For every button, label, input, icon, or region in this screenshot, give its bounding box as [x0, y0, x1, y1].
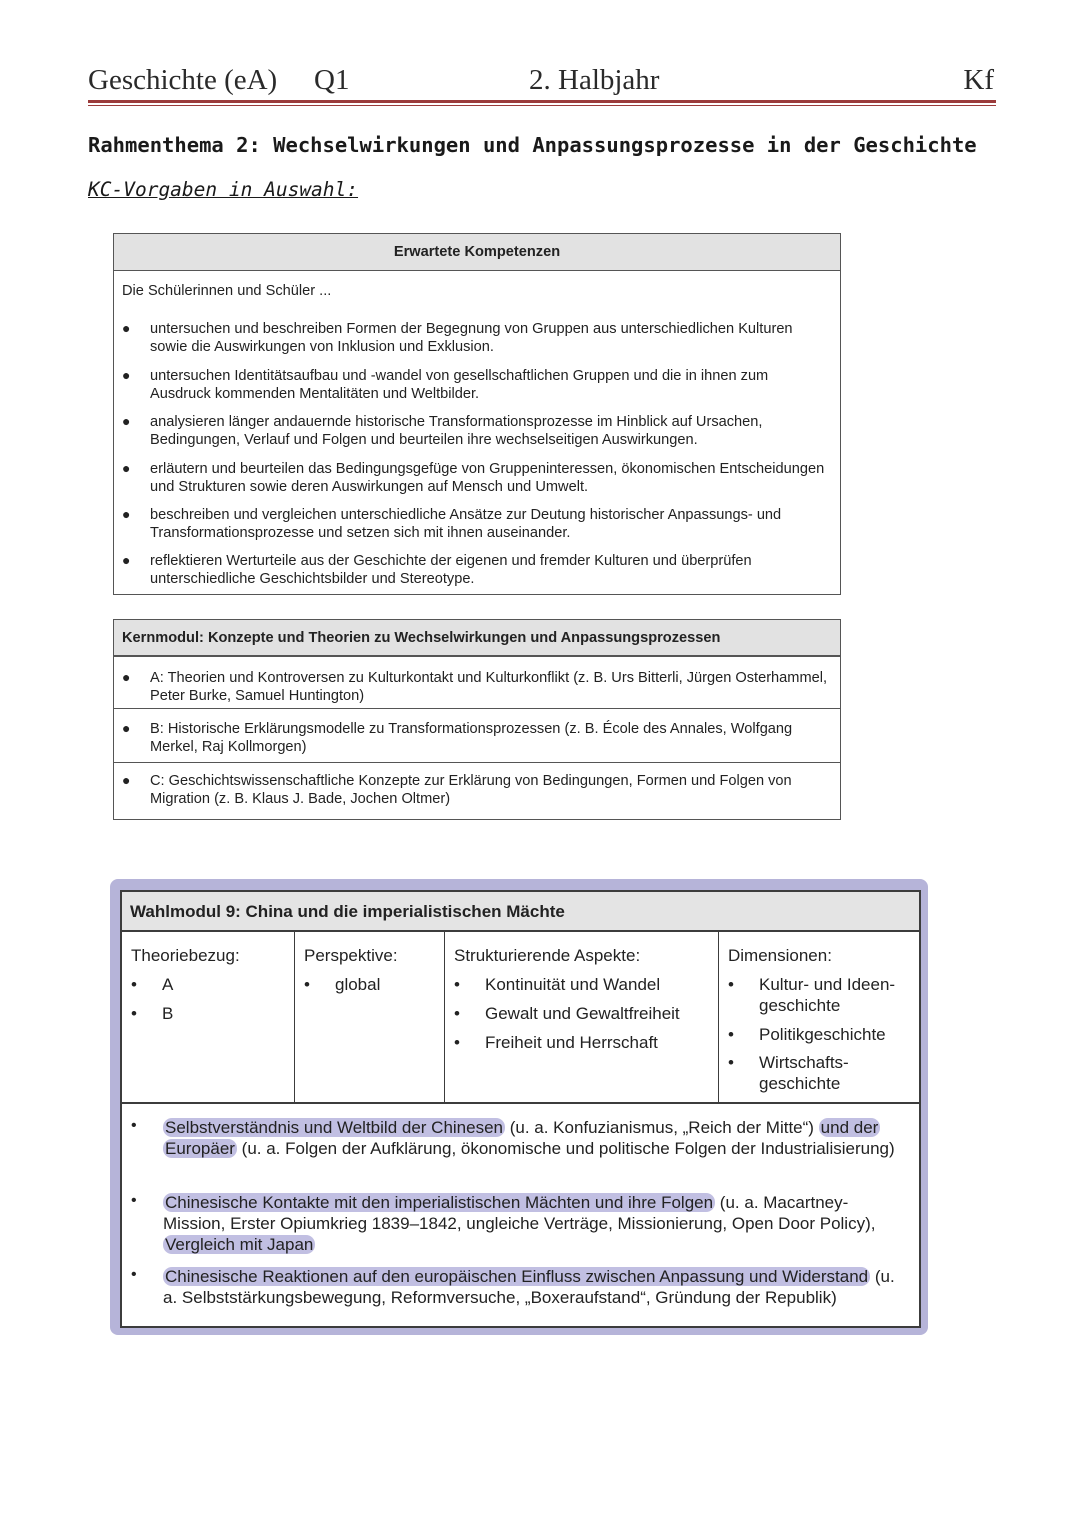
competence-text: reflektieren Werturteile aus der Geschichte der eigenen und fremder Kulturen und überprüfen unterschiedliche Geschichtsbilder und Stereotype.	[150, 553, 752, 587]
competences-title: Erwartete Kompetenzen	[114, 234, 840, 271]
kernmodul-row	[114, 708, 840, 761]
bullet-icon: •	[304, 975, 310, 994]
page-header	[88, 62, 996, 100]
column-item: global	[335, 975, 381, 994]
point-text: (u. a. Konfuzianismus, „Reich der Mitte“)	[505, 1118, 819, 1137]
bullet-icon: ●	[122, 552, 131, 568]
competence-text: untersuchen Identitätsaufbau und -wandel von gesellschaftlichen Gruppen und die in ihnen zum Ausdruck kommenden Mentalitäten und Weltbilder.	[150, 368, 769, 402]
bullet-icon: ●	[122, 320, 131, 336]
bullet-icon: •	[454, 1033, 460, 1052]
kc-heading: KC-Vorgaben in Auswahl:	[88, 178, 359, 201]
column-item: Gewalt und Gewaltfreiheit	[485, 1004, 680, 1023]
column-title: Dimensionen:	[728, 946, 832, 965]
content-point-text	[163, 1192, 909, 1255]
column-item: Politikgeschichte	[759, 1025, 886, 1044]
bullet-icon: •	[131, 1117, 137, 1134]
column-title: Theoriebezug:	[131, 946, 240, 965]
bullet-icon: •	[131, 1004, 137, 1023]
highlighted-text: Chinesische Reaktionen auf den europäischen Einfluss zwischen Anpassung und Widerstand	[165, 1267, 869, 1286]
bullet-icon: ●	[122, 669, 131, 685]
bullet-icon: •	[728, 1053, 734, 1072]
header-rule-thin	[88, 105, 996, 106]
column-dimensionen	[719, 932, 915, 1102]
content-point-text	[163, 1117, 909, 1159]
author-label: Kf	[963, 64, 994, 96]
kernmodul-text: C: Geschichtswissenschaftliche Konzepte zur Erklärung von Bedingungen, Formen und Folgen von Migration (z. B. Klaus J. Bade, Jochen Oltmer)	[150, 773, 792, 807]
content-point-text	[163, 1266, 909, 1308]
theme-heading: Rahmenthema 2: Wechselwirkungen und Anpassungsprozesse in der Geschichte	[88, 133, 977, 157]
column-item: Freiheit und Herrschaft	[485, 1033, 658, 1052]
kernmodul-row	[114, 656, 840, 707]
kernmodul-title: Kernmodul: Konzepte und Theorien zu Wechselwirkungen und Anpassungsprozessen	[114, 620, 840, 656]
bullet-icon: •	[131, 975, 137, 994]
column-item: A	[162, 975, 174, 994]
subject-label: Geschichte (eA)	[88, 64, 278, 96]
bullet-icon: ●	[122, 720, 131, 736]
bullet-icon: •	[131, 1192, 137, 1209]
competence-text: untersuchen und beschreiben Formen der Begegnung von Gruppen aus unterschiedlichen Kulturen sowie die Auswirkungen von Inklusion und Exklusion.	[150, 321, 793, 355]
wahlmodul-columns	[122, 932, 919, 1104]
bullet-icon: •	[728, 1025, 734, 1044]
bullet-icon: •	[454, 1004, 460, 1023]
point-text: (u. a. Selbststärkungsbewegung, Reformversuche, „Boxeraufstand“, Gründung der Republik)	[163, 1267, 895, 1307]
course-label: Q1	[314, 64, 350, 96]
point-text: (u. a. Folgen der Aufklärung, ökonomische und politische Folgen der Industrialisierung)	[236, 1139, 895, 1158]
semester-label: 2. Halbjahr	[529, 64, 660, 96]
bullet-icon: ●	[122, 772, 131, 788]
competence-text: erläutern und beurteilen das Bedingungsgefüge von Gruppeninteressen, ökonomischen Entscheidungen und Strukturen sowie deren Auswirkungen auf Mensch und Umwelt.	[150, 461, 825, 495]
column-title: Strukturierende Aspekte:	[454, 946, 641, 965]
bullet-icon: •	[728, 975, 734, 994]
highlighted-text: Chinesische Kontakte mit den imperialistischen Mächten und ihre Folgen	[165, 1193, 714, 1212]
column-item: Wirtschafts-geschichte	[759, 1053, 849, 1093]
competences-intro: Die Schülerinnen und Schüler ...	[122, 283, 332, 299]
highlighted-text: Selbstverständnis und Weltbild der Chinesen	[165, 1118, 503, 1137]
bullet-icon: •	[131, 1266, 137, 1283]
kernmodul-box	[113, 619, 841, 820]
column-title: Perspektive:	[304, 946, 398, 965]
bullet-icon: ●	[122, 506, 131, 522]
column-aspekte	[445, 932, 719, 1102]
column-perspektive	[295, 932, 445, 1102]
bullet-icon: ●	[122, 367, 131, 383]
column-theoriebezug	[122, 932, 295, 1102]
competence-text: analysieren länger andauernde historische Transformationsprozesse im Hinblick auf Ursachen, Bedingungen, Verlauf und Folgen und beurteilen ihre wechselseitigen Auswirkungen.	[150, 414, 763, 448]
bullet-icon: ●	[122, 460, 131, 476]
competence-text: beschreiben und vergleichen unterschiedliche Ansätze zur Deutung historischer Anpassungs- und Transformationsprozesse und setzen sich mit ihnen auseinander.	[150, 507, 782, 541]
kernmodul-row	[114, 762, 840, 818]
wahlmodul-box	[120, 890, 921, 1328]
point-text: (u. a. Macartney-Mission, Erster Opiumkrieg 1839–1842, ungleiche Verträge, Missionierung, Open Door Policy),	[163, 1193, 876, 1233]
wahlmodul-title: Wahlmodul 9: China und die imperialistischen Mächte	[122, 892, 919, 932]
bullet-icon: ●	[122, 413, 131, 429]
kernmodul-text: B: Historische Erklärungsmodelle zu Transformationsprozessen (z. B. École des Annales, Wolfgang Merkel, Raj Kollmorgen)	[150, 721, 793, 755]
column-item: B	[162, 1004, 174, 1023]
kernmodul-text: A: Theorien und Kontroversen zu Kulturkontakt und Kulturkonflikt (z. B. Urs Bitterli, Jürgen Osterhammel, Peter Burke, Samuel Huntington)	[150, 670, 828, 704]
competences-box	[113, 233, 841, 595]
column-item: Kultur- und Ideen-geschichte	[759, 975, 896, 1015]
bullet-icon: •	[454, 975, 460, 994]
highlighted-text: und der Europäer	[165, 1118, 879, 1158]
highlighted-text: Vergleich mit Japan	[165, 1235, 314, 1254]
header-rule-thick	[88, 100, 996, 103]
column-item: Kontinuität und Wandel	[485, 975, 661, 994]
